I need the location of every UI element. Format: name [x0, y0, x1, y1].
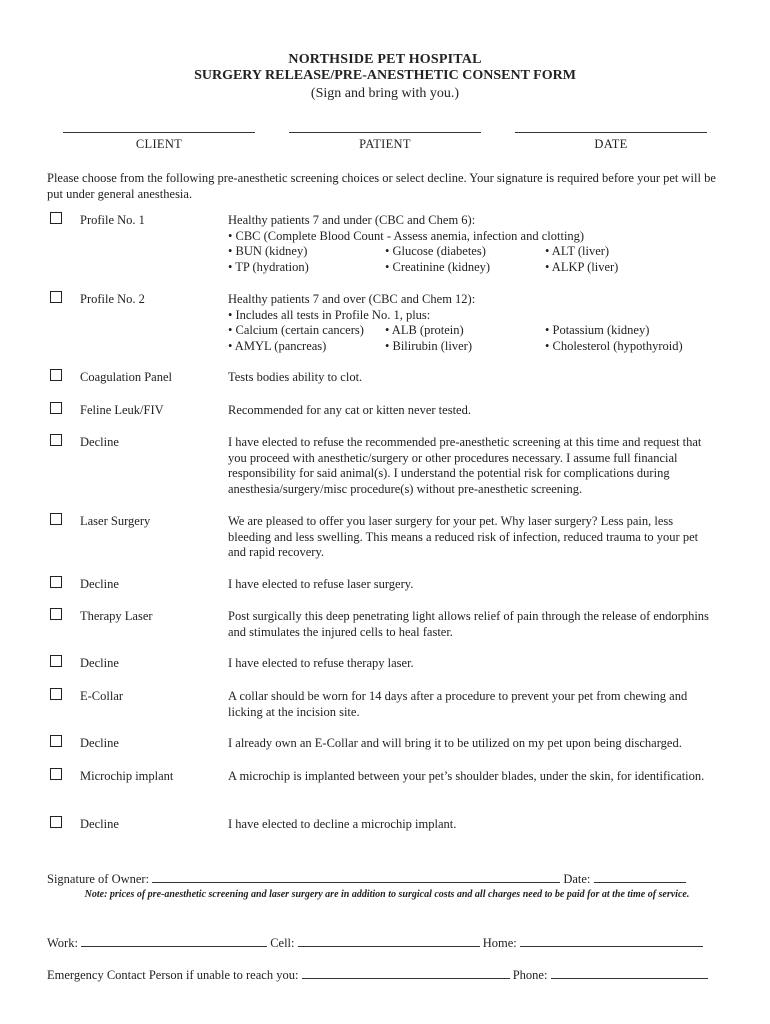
owner-signature-row: [47, 870, 686, 887]
decline-laser-surgery-checkbox[interactable]: [50, 576, 62, 588]
decline-therapy-laser-checkbox[interactable]: [50, 655, 62, 667]
option-description: Post surgically this deep penetrating light allows relief of pain through the release of endorphins and stimulates the injured cells to heal faster.: [228, 609, 709, 639]
phone-numbers-row: [47, 934, 703, 951]
decline-microchip-checkbox[interactable]: [50, 816, 62, 828]
profile-2-line: • Includes all tests in Profile No. 1, plus:: [228, 307, 431, 322]
option-label: Laser Surgery: [80, 514, 151, 528]
profile-1-tests: [228, 244, 718, 275]
patient-label: PATIENT: [359, 137, 411, 151]
form-subtitle: (Sign and bring with you.): [310, 86, 460, 101]
option-description: I have elected to refuse laser surgery.: [228, 577, 414, 591]
intro-text: Please choose from the following pre-anesthetic screening choices or select decline. Your signature is required before your pet will be put under general anesthesia.: [47, 171, 716, 201]
work-phone-field[interactable]: [81, 934, 267, 947]
emergency-contact-field[interactable]: [302, 966, 510, 979]
test-item: • Creatinine (kidney): [385, 259, 491, 274]
test-item: • TP (hydration): [228, 259, 309, 274]
emergency-phone-label: Phone:: [512, 968, 548, 982]
work-phone-label: Work:: [47, 936, 78, 950]
profile-1-line: • CBC (Complete Blood Count - Assess anemia, infection and clotting): [228, 228, 585, 243]
option-description: Tests bodies ability to clot.: [228, 370, 363, 384]
e-collar-checkbox[interactable]: [50, 688, 62, 700]
profile-1-heading: Healthy patients 7 and under (CBC and Chem 6):: [228, 213, 476, 227]
pricing-note: Note: prices of pre-anesthetic screening and laser surgery are in addition to surgical costs and all charges need to be paid for at the time of service.: [84, 889, 690, 900]
option-description: I have elected to refuse therapy laser.: [228, 656, 414, 670]
option-description: A collar should be worn for 14 days after a procedure to prevent your pet from chewing and licking at the incision site.: [228, 689, 688, 719]
test-item: • Bilirubin (liver): [385, 338, 472, 353]
option-label: Profile No. 1: [80, 213, 145, 227]
emergency-contact-row: [47, 966, 708, 983]
signature-date-field[interactable]: [594, 870, 686, 883]
owner-signature-field[interactable]: [152, 870, 560, 883]
client-line[interactable]: [63, 120, 255, 133]
test-item: • BUN (kidney): [228, 244, 308, 258]
emergency-contact-label: Emergency Contact Person if unable to reach you:: [47, 968, 299, 982]
home-phone-field[interactable]: [520, 934, 703, 947]
feline-leuk-fiv-checkbox[interactable]: [50, 402, 62, 414]
option-label: Decline: [80, 817, 119, 831]
cell-phone-label: Cell:: [270, 936, 295, 950]
cell-phone-field[interactable]: [298, 934, 480, 947]
date-label: DATE: [594, 137, 628, 151]
test-item: • Potassium (kidney): [545, 323, 650, 337]
client-label: CLIENT: [135, 137, 183, 151]
option-description: [228, 213, 718, 275]
option-label: Feline Leuk/FIV: [80, 403, 164, 417]
emergency-phone-field[interactable]: [551, 966, 708, 979]
test-item: • ALT (liver): [545, 244, 610, 258]
option-description: I already own an E-Collar and will bring it to be utilized on my pet upon being discharged.: [228, 736, 682, 750]
option-description: A microchip is implanted between your pet’s shoulder blades, under the skin, for identification.: [228, 769, 705, 783]
test-item: • Calcium (certain cancers): [228, 323, 364, 337]
date-line[interactable]: [515, 120, 707, 133]
option-description: [228, 292, 718, 354]
signature-date-label: Date:: [563, 872, 591, 886]
option-label: Decline: [80, 656, 119, 670]
option-label: Microchip implant: [80, 769, 174, 783]
home-phone-label: Home:: [482, 936, 517, 950]
profile-2-tests: [228, 323, 718, 354]
decline-e-collar-checkbox[interactable]: [50, 735, 62, 747]
decline-screening-checkbox[interactable]: [50, 434, 62, 446]
option-label: Profile No. 2: [80, 292, 145, 306]
owner-signature-label: Signature of Owner:: [47, 872, 150, 886]
test-item: • Cholesterol (hypothyroid): [545, 338, 683, 353]
microchip-implant-checkbox[interactable]: [50, 768, 62, 780]
option-label: Therapy Laser: [80, 609, 153, 623]
option-description: I have elected to decline a microchip implant.: [228, 817, 457, 831]
option-label: Decline: [80, 435, 119, 449]
date-field[interactable]: [515, 120, 707, 152]
profile-2-checkbox[interactable]: [50, 291, 62, 303]
profile-2-heading: Healthy patients 7 and over (CBC and Chem 12):: [228, 292, 476, 306]
option-label: Coagulation Panel: [80, 370, 172, 384]
coagulation-panel-checkbox[interactable]: [50, 369, 62, 381]
option-description: Recommended for any cat or kitten never tested.: [228, 403, 471, 417]
patient-line[interactable]: [289, 120, 481, 133]
test-item: • ALKP (liver): [545, 259, 619, 274]
patient-field[interactable]: [289, 120, 481, 152]
test-item: • Glucose (diabetes): [385, 244, 486, 258]
option-label: E-Collar: [80, 689, 124, 703]
hospital-name: NORTHSIDE PET HOSPITAL: [288, 52, 482, 67]
test-item: • AMYL (pancreas): [228, 338, 327, 353]
laser-surgery-checkbox[interactable]: [50, 513, 62, 525]
option-description: I have elected to refuse the recommended pre-anesthetic screening at this time and request that you proceed with anesthetic/surgery or other procedures necessary. I assume full financial responsibility for said animal(s). I understand the potential risk for complications during anesthesia/surgery/misc procedure(s) without pre-anesthetic screening.: [228, 435, 702, 496]
option-label: Decline: [80, 736, 119, 750]
profile-1-checkbox[interactable]: [50, 212, 62, 224]
form-title: SURGERY RELEASE/PRE-ANESTHETIC CONSENT FORM: [194, 68, 576, 83]
option-label: Decline: [80, 577, 119, 591]
test-item: • ALB (protein): [385, 323, 464, 337]
option-description: We are pleased to offer you laser surgery for your pet. Why laser surgery? Less pain, less bleeding and less swelling. This means a reduced risk of infection, reduced trauma to your pet and rapid recovery.: [228, 514, 699, 559]
therapy-laser-checkbox[interactable]: [50, 608, 62, 620]
client-field[interactable]: [63, 120, 255, 152]
